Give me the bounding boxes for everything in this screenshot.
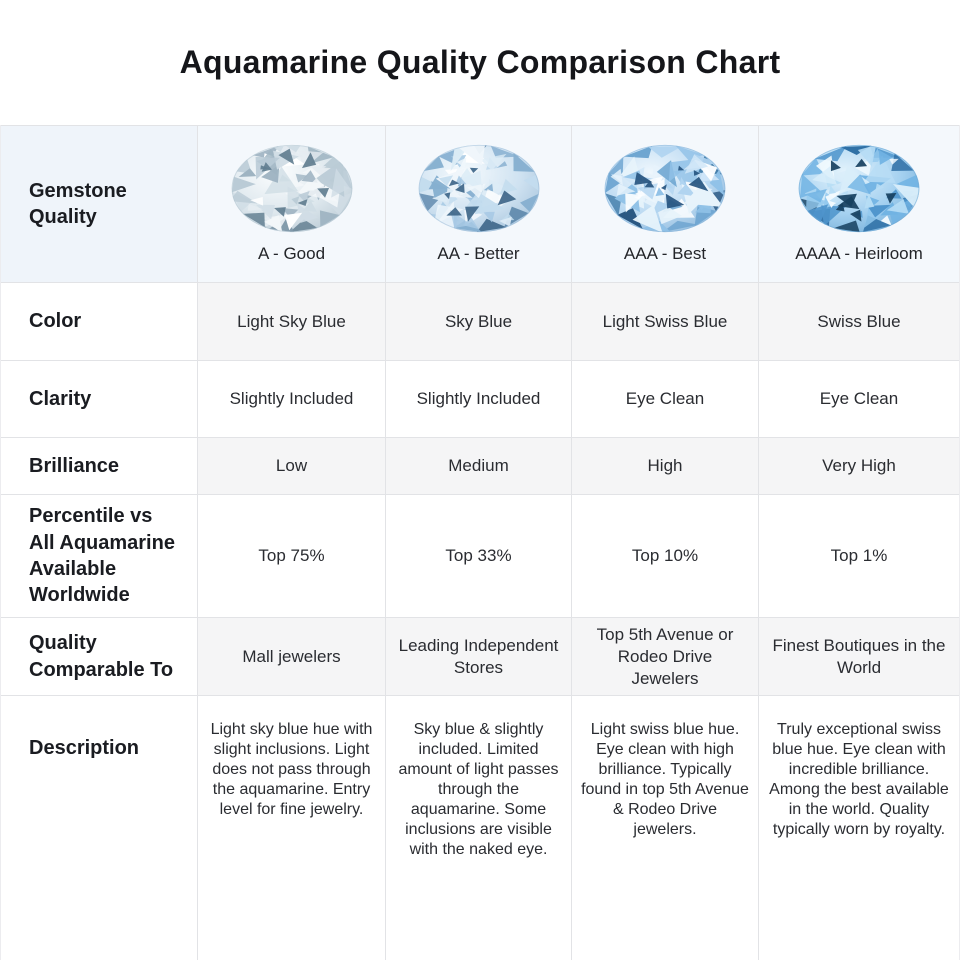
- row-label-text: Quality Comparable To: [29, 632, 174, 681]
- value-cell: [571, 361, 758, 437]
- row-label-text: Color: [29, 310, 82, 333]
- value-text: Light swiss blue hue. Eye clean with high brilliance. Typically found in top 5th Avenue & Rodeo Drive jewelers.: [581, 721, 749, 838]
- row-label-gemstone-quality: [1, 126, 197, 282]
- value-cell: [571, 696, 758, 960]
- value-text: Low: [275, 456, 308, 476]
- value-cell: [571, 495, 758, 617]
- row-label-text: Clarity: [29, 387, 92, 410]
- header-cell-aa-better: [385, 126, 571, 282]
- aquamarine-gem-icon: [227, 141, 357, 236]
- value-text: Truly exceptional swiss blue hue. Eye clean with incredible brilliance. Among the best available in the world. Quality typically worn by royalty.: [769, 721, 949, 838]
- value-text: Sky blue & slightly included. Limited amount of light passes through the aquamarine. Some inclusions are visible with the naked eye.: [398, 721, 559, 858]
- value-cell: [758, 283, 959, 360]
- row-label: [1, 361, 197, 437]
- value-cell: [571, 438, 758, 494]
- value-text: Eye Clean: [819, 389, 899, 409]
- value-cell: [571, 283, 758, 360]
- value-text: Top 75%: [258, 546, 325, 566]
- value-text: Medium: [448, 456, 509, 476]
- value-cell: [758, 495, 959, 617]
- value-cell: [758, 696, 959, 960]
- row-label-text: Gemstone Quality: [29, 179, 127, 228]
- table-row-color: [1, 282, 959, 360]
- value-text: Top 33%: [445, 546, 512, 566]
- gem-grade-label: A - Good: [257, 244, 326, 264]
- table-row-clarity: [1, 360, 959, 437]
- gem-grade-label: AA - Better: [437, 244, 520, 264]
- header-cell-aaa-best: [571, 126, 758, 282]
- value-text: Eye Clean: [625, 389, 705, 409]
- value-cell: [197, 361, 385, 437]
- gem-grade-label: AAAA - Heirloom: [795, 244, 923, 264]
- value-cell: [385, 618, 571, 695]
- value-cell: [571, 618, 758, 695]
- value-text: Leading Independent Stores: [398, 635, 559, 677]
- row-label-text: Description: [29, 737, 140, 759]
- value-text: High: [647, 456, 683, 476]
- value-text: Light Sky Blue: [237, 311, 346, 331]
- value-text: Top 1%: [830, 546, 888, 566]
- aquamarine-gem-icon: [414, 141, 544, 236]
- row-label: [1, 283, 197, 360]
- value-cell: [197, 696, 385, 960]
- value-text: Finest Boutiques in the World: [772, 635, 946, 677]
- row-label-text: Percentile vs All Aquamarine Available Worldwide: [29, 505, 175, 607]
- row-label: [1, 438, 197, 494]
- page-title: Aquamarine Quality Comparison Chart: [179, 44, 781, 80]
- value-cell: [385, 361, 571, 437]
- table-header-row: [1, 125, 959, 282]
- value-text: Top 10%: [631, 546, 699, 566]
- value-cell: [758, 618, 959, 695]
- table-row-description: [1, 695, 959, 960]
- row-label-text: Brilliance: [29, 454, 120, 477]
- value-cell: [385, 495, 571, 617]
- value-text: Slightly Included: [416, 389, 541, 409]
- value-text: Very High: [822, 456, 896, 476]
- value-text: Top 5th Avenue or Rodeo Drive Jewelers: [596, 625, 734, 688]
- value-cell: [758, 361, 959, 437]
- row-label: [1, 696, 197, 960]
- table-row-percentile: [1, 494, 959, 617]
- table-row-quality-comparable: [1, 617, 959, 695]
- table-row-brilliance: [1, 437, 959, 494]
- value-text: Swiss Blue: [817, 311, 901, 331]
- value-text: Mall jewelers: [242, 646, 341, 666]
- value-cell: [385, 438, 571, 494]
- value-text: Sky Blue: [444, 311, 513, 331]
- title-band: [0, 0, 960, 125]
- gem-grade-label: AAA - Best: [623, 244, 707, 264]
- value-cell: [758, 438, 959, 494]
- aquamarine-gem-icon: [794, 141, 924, 236]
- value-cell: [197, 618, 385, 695]
- value-cell: [385, 283, 571, 360]
- value-text: Slightly Included: [229, 389, 354, 409]
- row-label: [1, 495, 197, 617]
- row-label: [1, 618, 197, 695]
- value-cell: [197, 283, 385, 360]
- comparison-table: [0, 125, 960, 960]
- value-text: Light Swiss Blue: [602, 311, 728, 331]
- value-cell: [385, 696, 571, 960]
- header-cell-a-good: [197, 126, 385, 282]
- aquamarine-gem-icon: [600, 141, 730, 236]
- value-text: Light sky blue hue with slight inclusions. Light does not pass through the aquamarine. Entry level for fine jewelry.: [210, 721, 373, 818]
- value-cell: [197, 495, 385, 617]
- header-cell-aaaa-heirloom: [758, 126, 959, 282]
- value-cell: [197, 438, 385, 494]
